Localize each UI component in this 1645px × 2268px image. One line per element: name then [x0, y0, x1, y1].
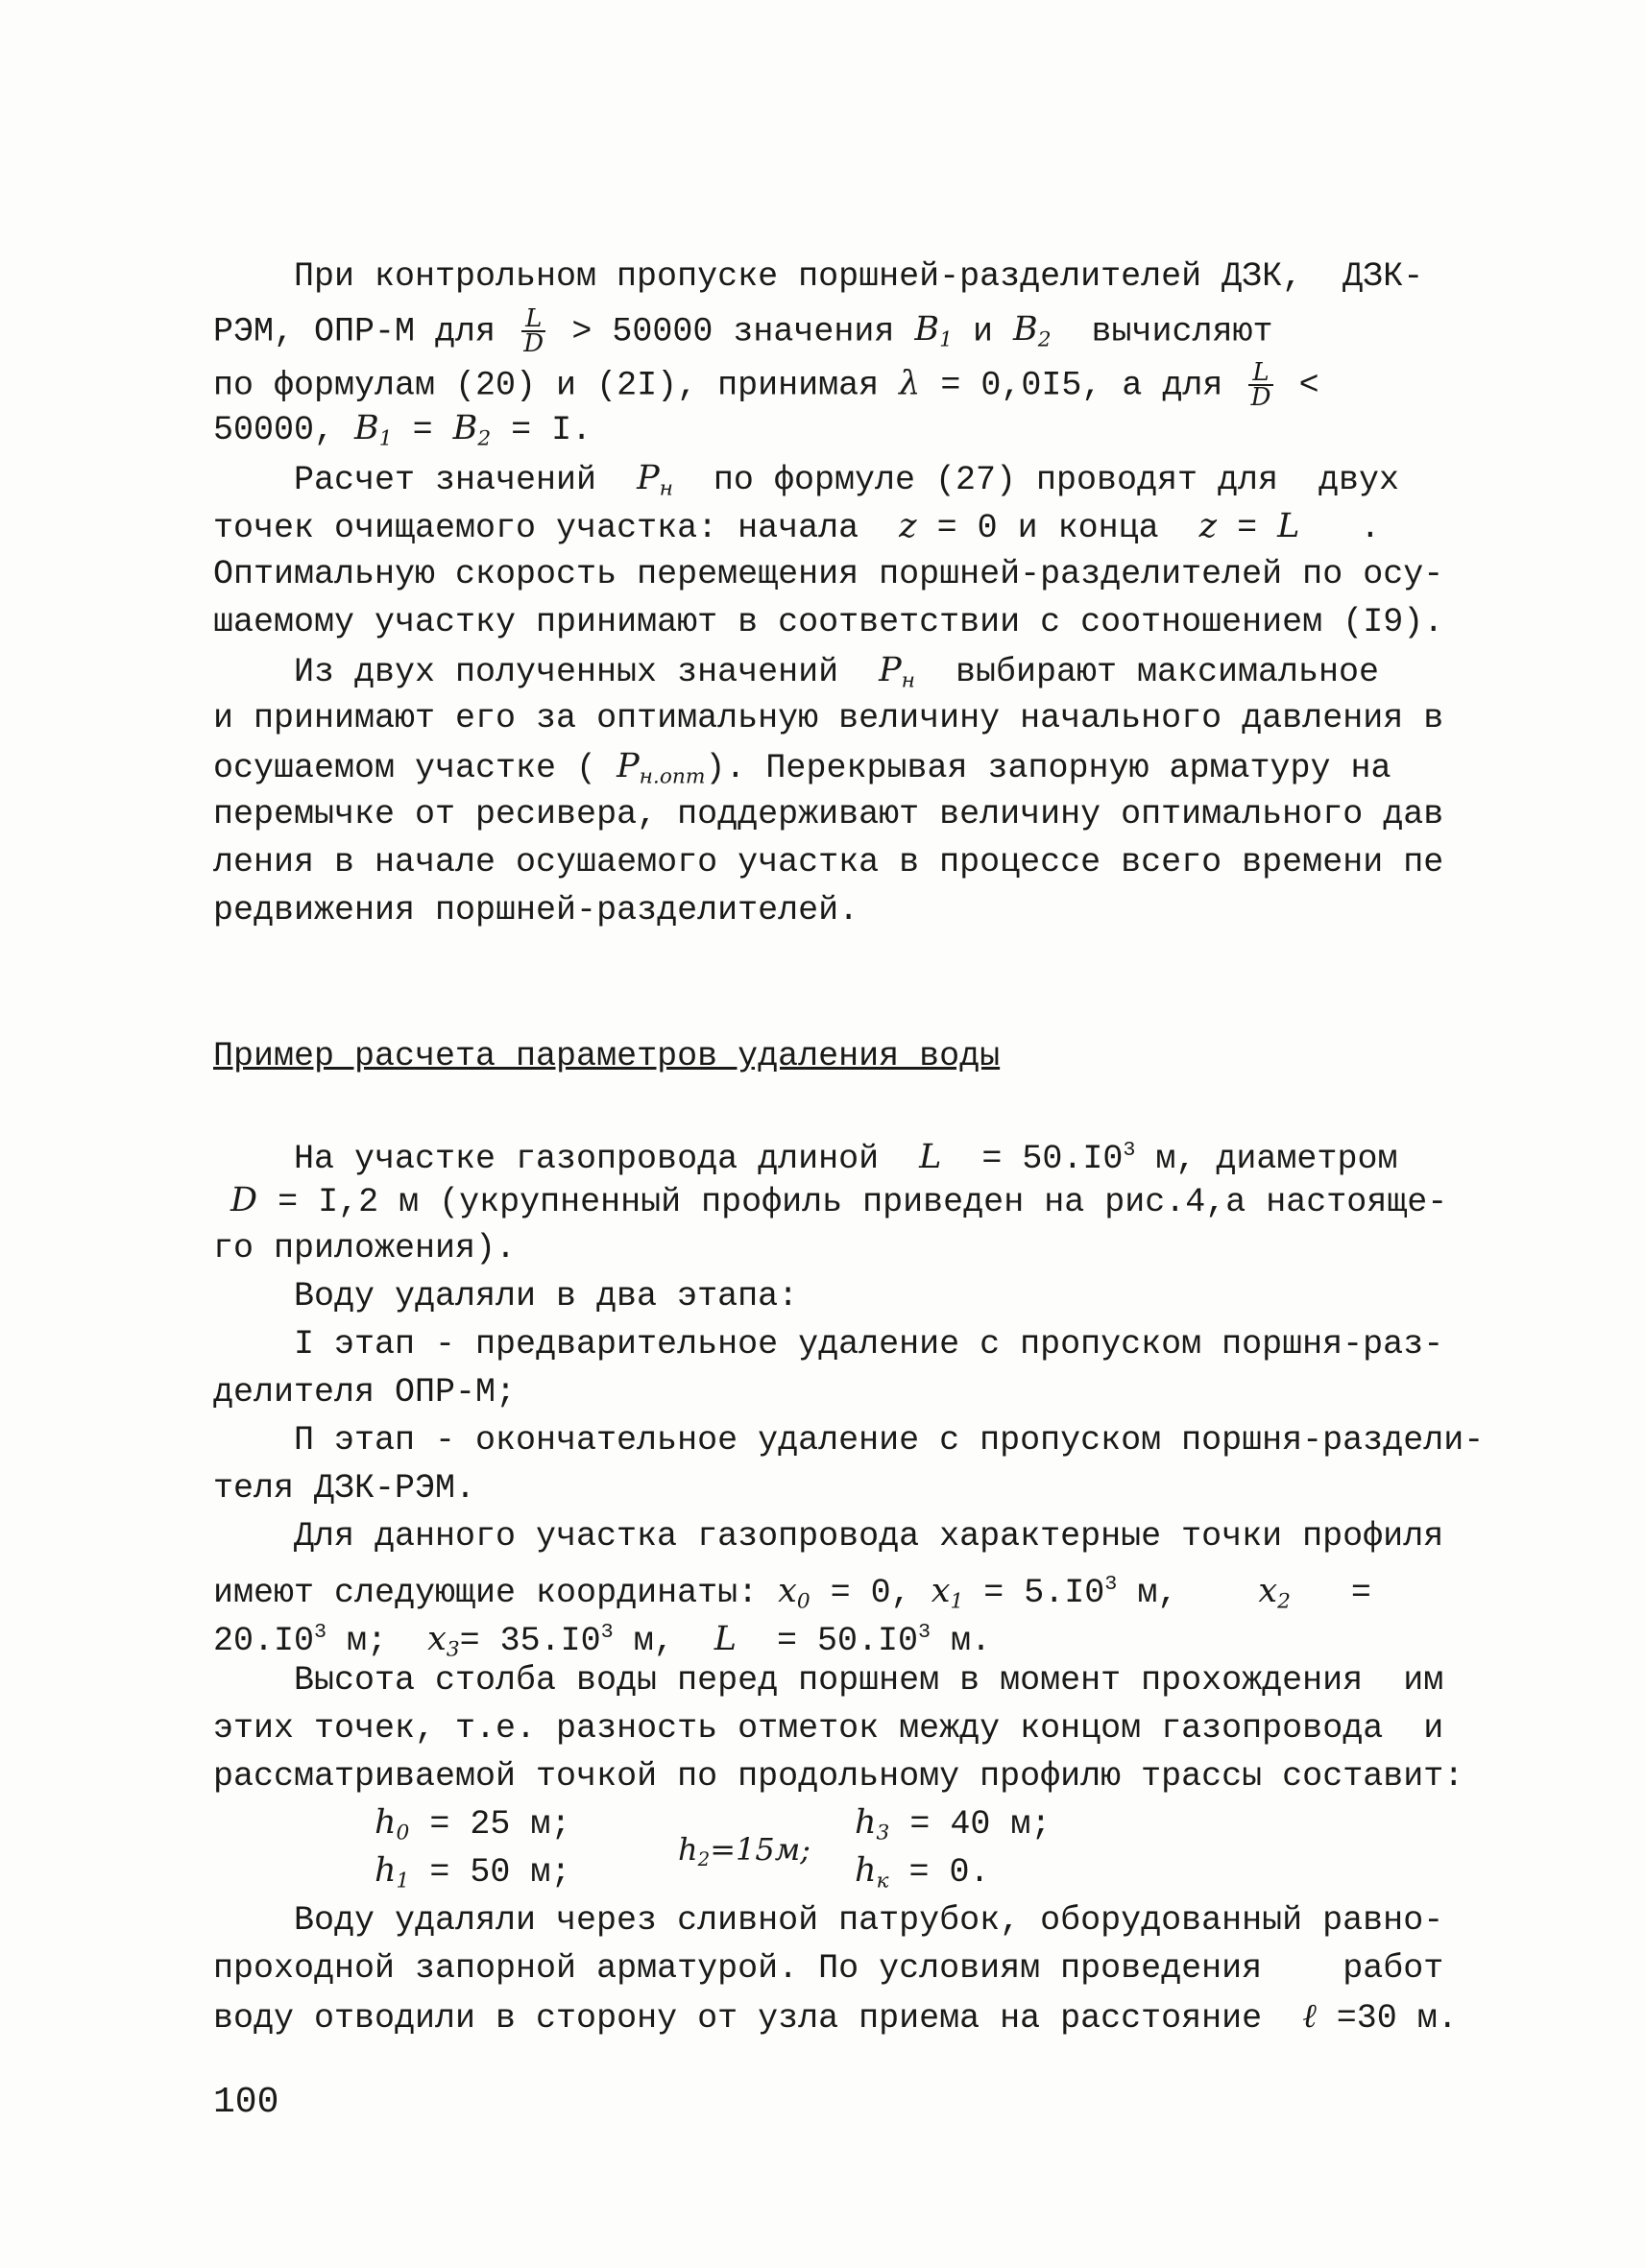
- para6-line2: делителя ОПР-М;: [213, 1373, 517, 1411]
- para9-line1: Высота столба воды перед поршнем в момент прохождения им: [294, 1661, 1444, 1700]
- para4-line3: го приложения).: [213, 1229, 517, 1267]
- para5-line1: Воду удаляли в два этапа:: [294, 1277, 799, 1315]
- section-heading: Пример расчета параметров удаления воды: [213, 1037, 1001, 1075]
- para7-line2: теля ДЗК-РЭМ.: [213, 1469, 476, 1508]
- para10-line2: проходной запорной арматурой. По условиям проведения работ: [213, 1949, 1444, 1988]
- para7-line1: П этап - окончательное удаление с пропуском поршня-раздели-: [294, 1421, 1485, 1460]
- para1-line3: по формулам (20) и (2I), принимая λ = 0,0I5, а для $\frac{L}{D}$ <: [213, 358, 1319, 412]
- height-h0: $h_0 = 25$ м;: [375, 1803, 571, 1846]
- fraction-L-over-D-2: $\frac{L}{D}$: [1248, 361, 1272, 409]
- para1-line4: 50000, $B_1 = B_2 = I$.: [213, 409, 593, 451]
- para2-line1: Расчет значений $P_н$ по формуле (27) проводят для двух: [294, 459, 1400, 501]
- para3-line5: ления в начале осушаемого участка в процессе всего времени пе: [213, 843, 1444, 881]
- para6-line1: I этап - предварительное удаление с пропуском поршня-раз-: [294, 1325, 1444, 1363]
- para9-line2: этих точек, т.е. разность отметок между концом газопровода и: [213, 1709, 1444, 1748]
- para3-line1: Из двух полученных значений $P_н$ выбирают максимальное: [294, 651, 1380, 693]
- para3-line3: осушаемом участке ( $P_{н.опт}$). Перекрывая запорную арматуру на: [213, 747, 1391, 789]
- para8-line1: Для данного участка газопровода характерные точки профиля: [294, 1517, 1444, 1556]
- para3-line4: перемычке от ресивера, поддерживают величину оптимального дав: [213, 795, 1444, 833]
- para1-line1: При контрольном пропуске поршней-разделителей ДЗК, ДЗК-: [294, 257, 1424, 296]
- page-number: 100: [213, 2082, 279, 2123]
- para2-line2: точек очищаемого участка: начала z = 0 и конца z = L .: [213, 507, 1381, 547]
- height-h1: $h_1 = 50$ м;: [375, 1851, 571, 1894]
- para1-line2: РЭМ, ОПР-М для $\frac{L}{D}$ > 50000 значения $B_1$ и $B_2$ вычисляют: [213, 304, 1273, 358]
- para8-line2: имеют следующие координаты: $x_0 = 0$, $x_1 = 5.I0^3$ м, $x_2$ =: [213, 1572, 1371, 1614]
- height-h3: $h_3 = 40$ м;: [855, 1803, 1052, 1846]
- para10-line1: Воду удаляли через сливной патрубок, оборудованный равно-: [294, 1901, 1444, 1940]
- para4-line2: D = I,2 м (укрупненный профиль приведен на рис.4,а настояще-: [230, 1181, 1448, 1221]
- para4-line1: На участке газопровода длиной $L = 50.I0^3$ м, диаметром: [294, 1138, 1398, 1179]
- para3-line2: и принимают его за оптимальную величину начального давления в: [213, 699, 1444, 737]
- height-h2: $h_2=15м$;: [678, 1831, 811, 1870]
- fraction-L-over-D: $\frac{L}{D}$: [521, 307, 545, 355]
- para2-line3: Оптимальную скорость перемещения поршней-разделителей по осу-: [213, 555, 1444, 593]
- para3-line6: редвижения поршней-разделителей.: [213, 891, 859, 929]
- para2-line4: шаемому участку принимают в соответствии с соотношением (I9).: [213, 603, 1444, 641]
- para10-line3: воду отводили в сторону от узла приема на расстояние ℓ =30 м.: [213, 1997, 1458, 2038]
- para8-line3: $20.I0^3$ м; $x_3= 35.I0^3$ м, $L = 50.I0^3$ м.: [213, 1620, 992, 1662]
- para9-line3: рассматриваемой точкой по продольному профилю трассы составит:: [213, 1757, 1464, 1796]
- height-hk: $h_к = 0$.: [855, 1851, 990, 1894]
